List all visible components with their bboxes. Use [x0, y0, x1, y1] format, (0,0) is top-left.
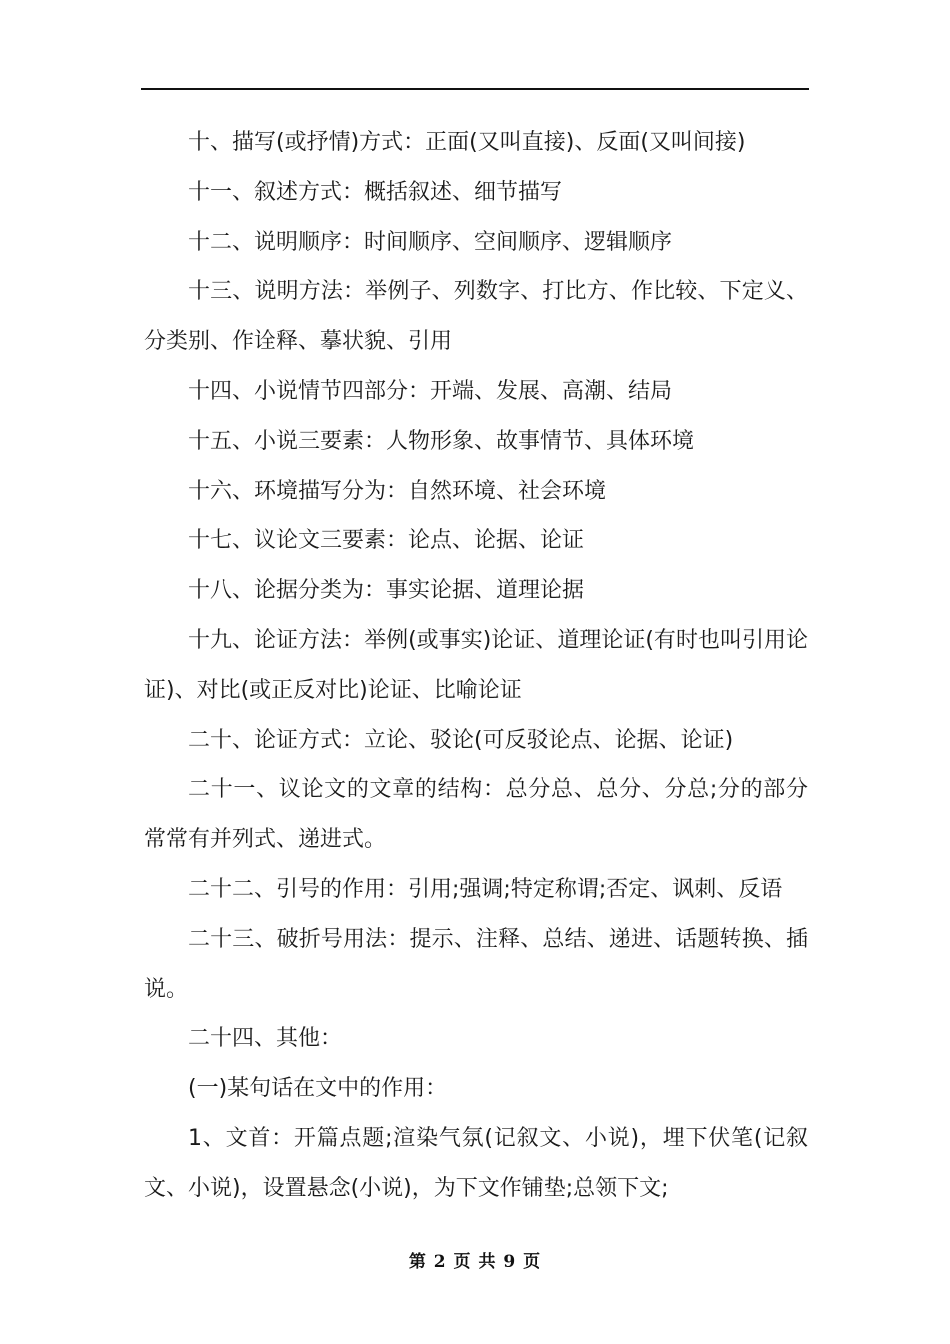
paragraph-21: 二十一、议论文的文章的结构：总分总、总分、分总;分的部分常常有并列式、递进式。 [144, 777, 808, 853]
paragraph-24: 二十四、其他： [188, 1026, 343, 1052]
paragraph-14: 十四、小说情节四部分：开端、发展、高潮、结局 [188, 378, 673, 404]
paragraph-18: 十八、论据分类为：事实论据、道理论据 [188, 578, 585, 604]
paragraph-11: 十一、叙述方式：概括叙述、细节描写 [188, 179, 563, 205]
document-body [144, 118, 808, 1214]
header-rule [141, 88, 809, 90]
paragraph-19: 十九、论证方法：举例(或事实)论证、道理论证(有时也叫引用论证)、对比(或正反对比)论证、比喻论证 [144, 627, 808, 703]
paragraph-sub-1: (一)某句话在文中的作用： [188, 1076, 448, 1102]
paragraph-15: 十五、小说三要素：人物形象、故事情节、具体环境 [188, 428, 695, 454]
paragraph-23: 二十三、破折号用法：提示、注释、总结、递进、话题转换、插说。 [144, 926, 808, 1002]
page-number: 第 2 页 共 9 页 [408, 1252, 542, 1272]
paragraph-20: 二十、论证方式：立论、驳论(可反驳论点、论据、论证) [188, 727, 734, 753]
paragraph-22: 二十二、引号的作用：引用;强调;特定称谓;否定、讽刺、反语 [188, 876, 783, 902]
paragraph-17: 十七、议论文三要素：论点、论据、论证 [188, 528, 585, 554]
paragraph-12: 十二、说明顺序：时间顺序、空间顺序、逻辑顺序 [188, 229, 673, 255]
paragraph-16: 十六、环境描写分为：自然环境、社会环境 [188, 478, 607, 504]
paragraph-sub-1-item-1: 1、文首：开篇点题;渲染气氛(记叙文、小说)，埋下伏笔(记叙文、小说)，设置悬念(小说)，为下文作铺垫;总领下文; [144, 1125, 808, 1201]
paragraph-13: 十三、说明方法：举例子、列数字、打比方、作比较、下定义、分类别、作诠释、摹状貌、引用 [144, 279, 808, 355]
paragraph-10: 十、描写(或抒情)方式：正面(又叫直接)、反面(又叫间接) [188, 130, 746, 155]
